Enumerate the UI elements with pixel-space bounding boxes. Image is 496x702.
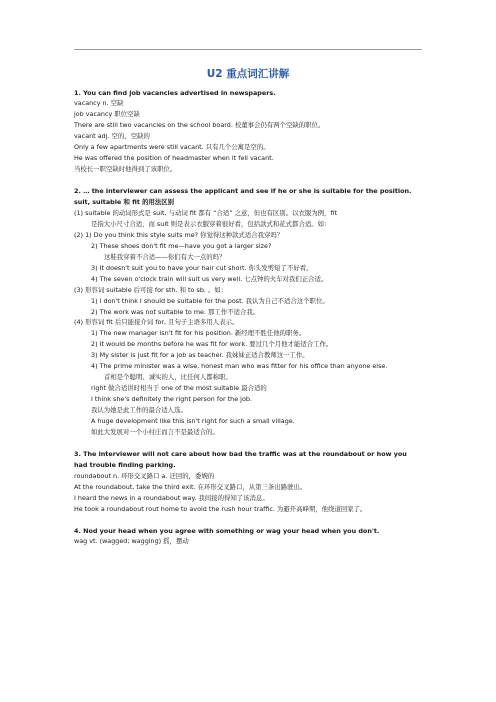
text-line: 当校长一职空缺时他得到了该职位。 bbox=[74, 165, 177, 174]
text-line: A huge development like this isn't right for such a small village. bbox=[91, 417, 295, 425]
section-heading: suit, suitable 和 fit 的用法区别 bbox=[74, 198, 175, 206]
text-line: I heard the news in a roundabout way. 我间接的得知了该消息。 bbox=[74, 493, 269, 502]
section-heading: 1. You can find job vacancies advertised in newspapers. bbox=[74, 88, 276, 97]
text-line: At the roundabout, take the third exit. 在环形交叉路口，从第三条出路驶出。 bbox=[74, 482, 307, 491]
text-line: 3) My sister is just fit for a job as teacher. 我妹妹正适合教师这一工作。 bbox=[91, 351, 309, 360]
text-line: right 做合适讲时相当于 one of the most suitable 最合适的 bbox=[91, 384, 267, 393]
text-line: (3) 形容词 suitable 后可接 for sth. 和 to sb. 。如： bbox=[74, 285, 228, 294]
page-title: U2 重点词汇讲解 bbox=[206, 68, 290, 80]
text-line: (4) 形容词 fit 后只能接介词 for, 且句子主语多用人表示。 bbox=[74, 318, 239, 327]
text-line: 2) It would be months before he was fit for work. 要过几个月他才能适合工作。 bbox=[91, 340, 333, 349]
text-line: 是指大小尺寸合适，而 suit 则是表示衣服穿着很好看，包括款式和花式都合适。如： bbox=[91, 219, 331, 228]
text-line: 3) It doesn't suit you to have your hair cut short. 你头发剪短了不好看。 bbox=[91, 263, 313, 272]
text-line: 4) The prime minister was a wise, honest man who was fitter for his office than anyone else. bbox=[91, 362, 388, 371]
text-line: job vacancy 职位空缺 bbox=[74, 110, 140, 119]
section-heading: 2. … the interviewer can assess the applicant and see if he or she is suitable for the position. bbox=[74, 187, 412, 196]
section-heading: had trouble finding parking. bbox=[74, 460, 176, 469]
text-line: 1) The new manager isn't fit for his position. 新经理不胜任他的职务。 bbox=[91, 329, 306, 338]
text-line: roundabout n. 环形交叉路口 a. 迂回的，委婉的 bbox=[74, 471, 215, 480]
text-line: (2) 1) Do you think this style suits me? 你觉得这种款式适合我穿吗？ bbox=[74, 230, 284, 239]
text-line: 2) The work was not suitable to me. 那工作不适合我。 bbox=[91, 307, 260, 316]
text-line: He was offered the position of headmaster when it fell vacant. bbox=[74, 154, 274, 163]
text-line: 4) The seven o'clock train will suit us very well. 七点钟的火车对我们正合适。 bbox=[91, 274, 328, 283]
text-line: 如此大发展对一个小村庄而言不是最适合的。 bbox=[91, 427, 219, 436]
text-line: 首相是个聪明、诚实的人，比任何人都称职。 bbox=[104, 373, 232, 382]
text-line: 1) I don't think I should be suitable for the post. 我认为自己不适合这个职位。 bbox=[91, 296, 329, 305]
section-heading: 3. The interviewer will not care about how bad the traffic was at the roundabout or how you bbox=[74, 449, 407, 458]
text-line: There are still two vacancies on the school board. 校董事会仍有两个空缺的职位。 bbox=[74, 121, 325, 130]
text-line: 这鞋我穿着不合适——你们有大一点的吗？ bbox=[104, 252, 226, 261]
text-line: wag vt. (wagged; wagging) 摇，摆动 bbox=[74, 537, 189, 546]
text-line: 2) These shoes don't fit me—have you got a larger size? bbox=[91, 241, 272, 250]
text-line: (1) suitable 的动词形式是 suit, 与动词 fit 都有 “合适” 之意，但也有区别。以衣服为例，fit bbox=[74, 208, 337, 217]
section-heading: 4. Nod your head when you agree with something or wag your head when you don't. bbox=[74, 526, 380, 535]
header-rule bbox=[74, 49, 422, 50]
text-line: vacancy n. 空缺 bbox=[74, 99, 124, 108]
text-line: Only a few apartments were still vacant. 只有几个公寓是空的。 bbox=[74, 143, 270, 152]
text-line: I think she's definitely the right person for the job. bbox=[91, 395, 252, 404]
text-line: He took a roundabout rout home to avoid the rush hour traffic. 为避开高峰期，他绕道回家了。 bbox=[74, 504, 367, 513]
text-line: 我认为她是此工作的最合适人选。 bbox=[91, 406, 187, 415]
text-line: vacant adj. 空的，空缺的 bbox=[74, 132, 150, 141]
